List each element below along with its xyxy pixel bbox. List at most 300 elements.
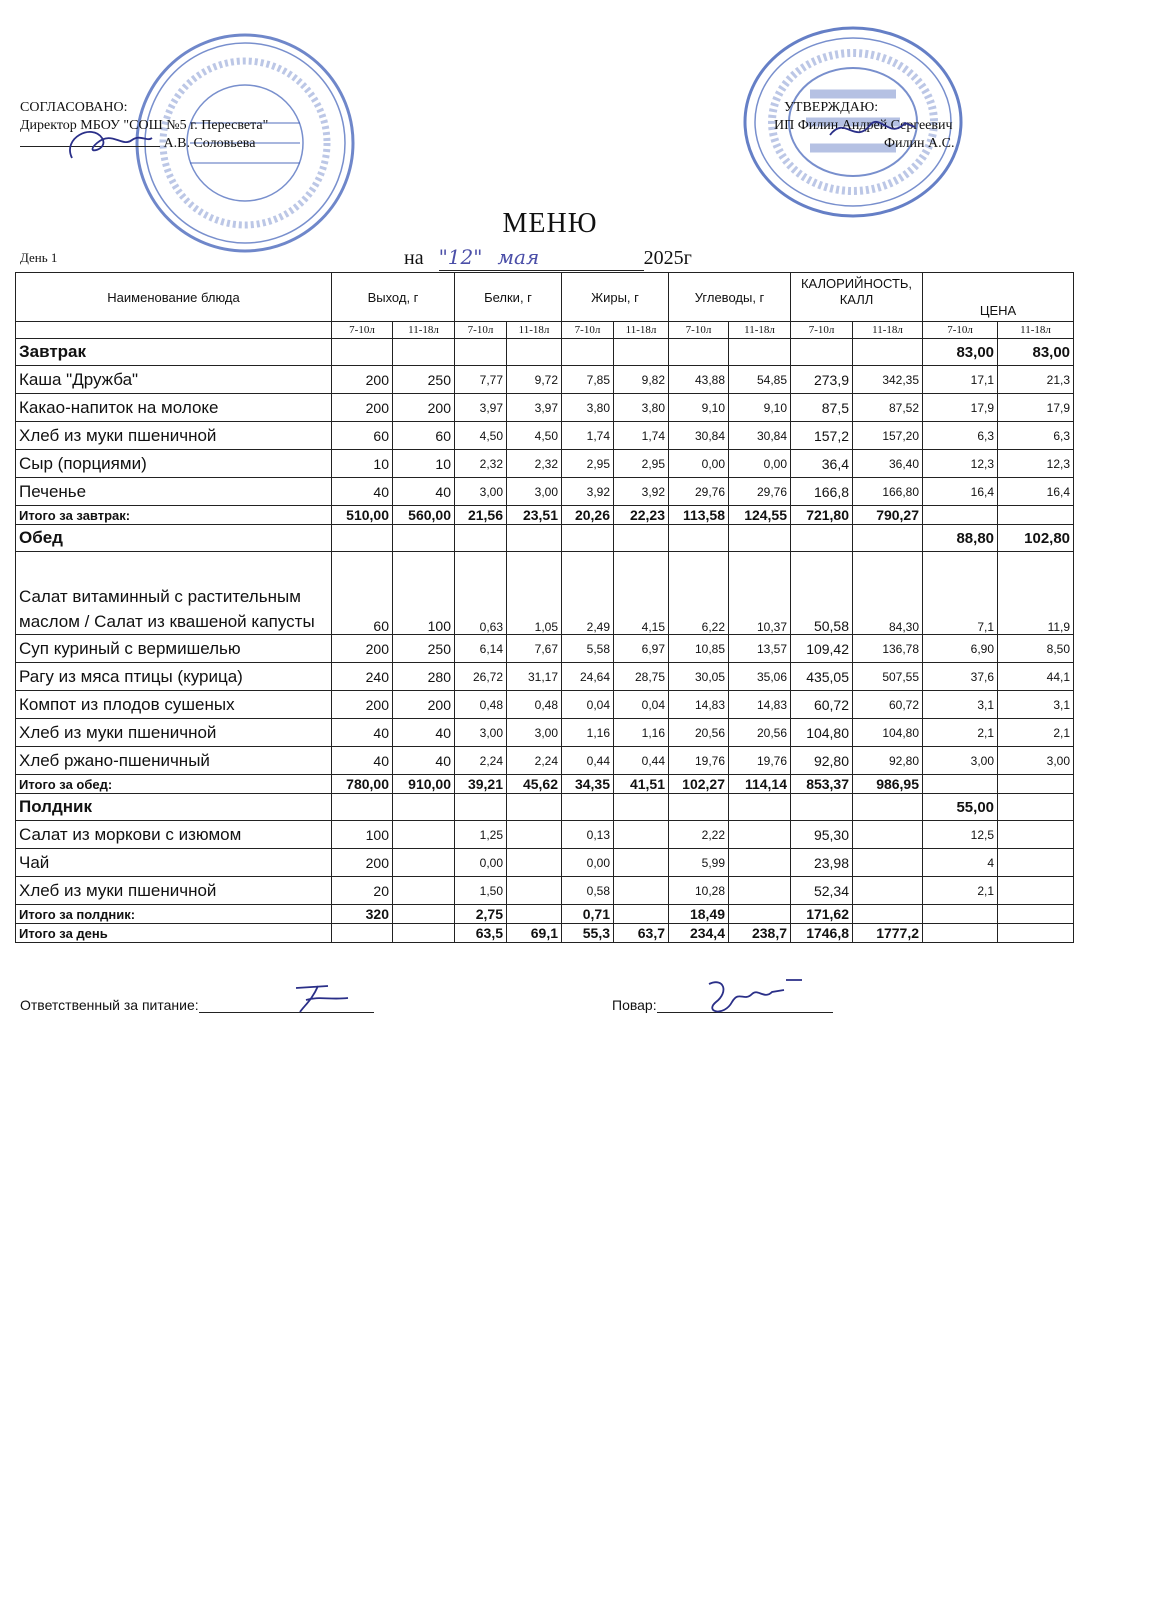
- table-cell: [853, 794, 923, 821]
- table-cell: 0,63: [455, 552, 507, 635]
- table-cell: [853, 849, 923, 877]
- table-cell: 43,88: [669, 366, 729, 394]
- table-row: [16, 663, 1074, 691]
- total-row: [16, 905, 1074, 924]
- table-cell: 109,42: [791, 635, 853, 663]
- table-cell: [562, 794, 614, 821]
- table-cell: [853, 339, 923, 366]
- table-cell: 83,00: [923, 339, 998, 366]
- table-cell: 3,00: [455, 478, 507, 506]
- table-cell: [923, 775, 998, 794]
- table-cell: [393, 821, 455, 849]
- table-cell: 0,04: [562, 691, 614, 719]
- table-cell: [562, 525, 614, 552]
- table-cell: 102,80: [998, 525, 1074, 552]
- table-cell: 0,13: [562, 821, 614, 849]
- table-cell: 3,00: [507, 478, 562, 506]
- table-cell: 20,26: [562, 506, 614, 525]
- table-cell: 3,00: [998, 747, 1074, 775]
- table-cell: [507, 525, 562, 552]
- dish-name: Чай: [16, 849, 332, 877]
- table-cell: 88,80: [923, 525, 998, 552]
- table-cell: 166,80: [853, 478, 923, 506]
- table-cell: 9,82: [614, 366, 669, 394]
- table-cell: 1746,8: [791, 924, 853, 943]
- table-cell: 19,76: [669, 747, 729, 775]
- table-cell: 5,99: [669, 849, 729, 877]
- section-row: [16, 794, 1074, 821]
- table-cell: 40: [332, 478, 393, 506]
- table-cell: 560,00: [393, 506, 455, 525]
- table-cell: 104,80: [791, 719, 853, 747]
- table-cell: [729, 849, 791, 877]
- table-cell: 55,3: [562, 924, 614, 943]
- approval-right-label: УТВЕРЖДАЮ:: [784, 100, 879, 115]
- table-row: [16, 821, 1074, 849]
- page-title: МЕНЮ: [502, 208, 598, 239]
- table-cell: 92,80: [791, 747, 853, 775]
- table-cell: 507,55: [853, 663, 923, 691]
- table-cell: [998, 924, 1074, 943]
- dish-name: Хлеб из муки пшеничной: [16, 719, 332, 747]
- table-cell: 3,80: [614, 394, 669, 422]
- table-cell: 6,97: [614, 635, 669, 663]
- table-cell: [998, 821, 1074, 849]
- table-cell: 36,40: [853, 450, 923, 478]
- table-cell: 52,34: [791, 877, 853, 905]
- table-cell: 29,76: [729, 478, 791, 506]
- table-cell: 37,6: [923, 663, 998, 691]
- section-name: Завтрак: [16, 339, 332, 366]
- table-cell: 102,27: [669, 775, 729, 794]
- total-row: [16, 924, 1074, 943]
- section-name: Обед: [16, 525, 332, 552]
- subheader-age: 7-10л: [455, 322, 507, 339]
- table-row: [16, 422, 1074, 450]
- table-cell: 104,80: [853, 719, 923, 747]
- table-cell: 166,8: [791, 478, 853, 506]
- table-cell: 200: [332, 691, 393, 719]
- table-cell: 17,1: [923, 366, 998, 394]
- table-cell: 45,62: [507, 775, 562, 794]
- subheader-empty: [16, 322, 332, 339]
- table-cell: 0,58: [562, 877, 614, 905]
- section-row: [16, 339, 1074, 366]
- table-cell: 1,25: [455, 821, 507, 849]
- table-cell: 16,4: [998, 478, 1074, 506]
- table-row: [16, 877, 1074, 905]
- table-row: [16, 450, 1074, 478]
- header-fat: Жиры, г: [562, 273, 669, 322]
- table-cell: 4: [923, 849, 998, 877]
- table-cell: 21,56: [455, 506, 507, 525]
- table-row: [16, 394, 1074, 422]
- subheader-age: 11-18л: [393, 322, 455, 339]
- table-cell: 342,35: [853, 366, 923, 394]
- subheader-age: 7-10л: [791, 322, 853, 339]
- table-cell: 50,58: [791, 552, 853, 635]
- table-row: [16, 691, 1074, 719]
- total-label: Итого за обед:: [16, 775, 332, 794]
- table-cell: 17,9: [923, 394, 998, 422]
- table-cell: 157,20: [853, 422, 923, 450]
- table-cell: 55,00: [923, 794, 998, 821]
- table-cell: 40: [332, 719, 393, 747]
- table-cell: 136,78: [853, 635, 923, 663]
- table-cell: 63,7: [614, 924, 669, 943]
- table-cell: 240: [332, 663, 393, 691]
- table-cell: 200: [332, 635, 393, 663]
- table-cell: 2,32: [455, 450, 507, 478]
- table-cell: [998, 775, 1074, 794]
- table-cell: 6,3: [923, 422, 998, 450]
- header-dish: Наименование блюда: [16, 273, 332, 322]
- table-cell: [853, 525, 923, 552]
- table-cell: 20,56: [729, 719, 791, 747]
- table-cell: 100: [393, 552, 455, 635]
- table-cell: [614, 821, 669, 849]
- table-cell: 273,9: [791, 366, 853, 394]
- table-cell: 2,1: [923, 719, 998, 747]
- table-cell: 21,3: [998, 366, 1074, 394]
- section-row: [16, 525, 1074, 552]
- table-row: [16, 366, 1074, 394]
- table-cell: 0,48: [507, 691, 562, 719]
- table-cell: 2,95: [562, 450, 614, 478]
- table-cell: 7,67: [507, 635, 562, 663]
- table-cell: 200: [332, 366, 393, 394]
- table-cell: 29,76: [669, 478, 729, 506]
- table-cell: 63,5: [455, 924, 507, 943]
- table-cell: [998, 794, 1074, 821]
- table-cell: 17,9: [998, 394, 1074, 422]
- table-cell: [393, 877, 455, 905]
- subheader-age: 11-18л: [507, 322, 562, 339]
- table-cell: 30,84: [729, 422, 791, 450]
- dish-name: Суп куриный с вермишелью: [16, 635, 332, 663]
- table-cell: [507, 794, 562, 821]
- dish-name: Компот из плодов сушеных: [16, 691, 332, 719]
- table-cell: 2,95: [614, 450, 669, 478]
- date-line: [404, 245, 692, 271]
- table-cell: [332, 525, 393, 552]
- date-month: мая: [497, 245, 540, 269]
- table-cell: 0,04: [614, 691, 669, 719]
- table-cell: 853,37: [791, 775, 853, 794]
- table-cell: 3,1: [923, 691, 998, 719]
- subheader-age: 11-18л: [614, 322, 669, 339]
- table-cell: [853, 821, 923, 849]
- table-cell: 280: [393, 663, 455, 691]
- table-row: [16, 849, 1074, 877]
- table-cell: 3,92: [614, 478, 669, 506]
- table-cell: 87,52: [853, 394, 923, 422]
- table-cell: 87,5: [791, 394, 853, 422]
- table-cell: 18,49: [669, 905, 729, 924]
- dish-name: Сыр (порциями): [16, 450, 332, 478]
- table-cell: 2,32: [507, 450, 562, 478]
- table-cell: 3,80: [562, 394, 614, 422]
- table-cell: 250: [393, 635, 455, 663]
- table-cell: 23,51: [507, 506, 562, 525]
- header-price: ЦЕНА: [923, 273, 1074, 322]
- table-cell: 6,14: [455, 635, 507, 663]
- total-row: [16, 775, 1074, 794]
- table-cell: 10,37: [729, 552, 791, 635]
- dish-name: Какао-напиток на молоке: [16, 394, 332, 422]
- table-cell: 0,00: [729, 450, 791, 478]
- subheader-age: 7-10л: [332, 322, 393, 339]
- table-cell: 721,80: [791, 506, 853, 525]
- table-cell: [998, 905, 1074, 924]
- subheader-age: 11-18л: [853, 322, 923, 339]
- table-cell: 3,97: [507, 394, 562, 422]
- table-cell: 3,92: [562, 478, 614, 506]
- table-cell: 2,1: [923, 877, 998, 905]
- table-cell: 60: [393, 422, 455, 450]
- responsible-label: Ответственный за питание:: [20, 997, 199, 1013]
- approval-right-name: Филин А.С.: [884, 136, 955, 151]
- table-cell: 114,14: [729, 775, 791, 794]
- cook-signature: [612, 997, 833, 1013]
- table-cell: 238,7: [729, 924, 791, 943]
- approval-right: [774, 99, 954, 153]
- table-cell: 12,3: [923, 450, 998, 478]
- table-cell: [853, 877, 923, 905]
- table-cell: 986,95: [853, 775, 923, 794]
- table-row: [16, 478, 1074, 506]
- total-row: [16, 506, 1074, 525]
- table-cell: 3,00: [455, 719, 507, 747]
- table-cell: 780,00: [332, 775, 393, 794]
- table-cell: [393, 339, 455, 366]
- table-cell: 16,4: [923, 478, 998, 506]
- table-cell: [729, 821, 791, 849]
- table-cell: 2,24: [507, 747, 562, 775]
- table-cell: 36,4: [791, 450, 853, 478]
- table-cell: [614, 339, 669, 366]
- subheader-age: 11-18л: [729, 322, 791, 339]
- table-cell: 4,15: [614, 552, 669, 635]
- header-carbs: Углеводы, г: [669, 273, 791, 322]
- table-cell: 234,4: [669, 924, 729, 943]
- table-cell: [791, 794, 853, 821]
- table-cell: 2,1: [998, 719, 1074, 747]
- table-cell: [729, 794, 791, 821]
- table-cell: 12,5: [923, 821, 998, 849]
- table-cell: [614, 905, 669, 924]
- dish-name: Хлеб ржано-пшеничный: [16, 747, 332, 775]
- table-cell: 10: [332, 450, 393, 478]
- table-cell: 1,16: [562, 719, 614, 747]
- table-cell: [998, 506, 1074, 525]
- table-cell: 157,2: [791, 422, 853, 450]
- table-cell: 0,71: [562, 905, 614, 924]
- table-cell: 3,1: [998, 691, 1074, 719]
- table-cell: 10,28: [669, 877, 729, 905]
- table-cell: 34,35: [562, 775, 614, 794]
- table-row: [16, 747, 1074, 775]
- table-cell: [923, 506, 998, 525]
- table-cell: 9,10: [669, 394, 729, 422]
- table-cell: 26,72: [455, 663, 507, 691]
- table-cell: 40: [393, 478, 455, 506]
- table-cell: [614, 525, 669, 552]
- table-cell: 14,83: [669, 691, 729, 719]
- table-cell: [332, 794, 393, 821]
- table-cell: [614, 849, 669, 877]
- table-cell: 39,21: [455, 775, 507, 794]
- table-cell: 12,3: [998, 450, 1074, 478]
- table-cell: 790,27: [853, 506, 923, 525]
- section-name: Полдник: [16, 794, 332, 821]
- table-cell: 7,1: [923, 552, 998, 635]
- table-cell: 200: [393, 691, 455, 719]
- table-cell: 35,06: [729, 663, 791, 691]
- table-cell: [998, 849, 1074, 877]
- header-weight: Выход, г: [332, 273, 455, 322]
- table-row: [16, 719, 1074, 747]
- table-cell: [507, 339, 562, 366]
- table-cell: 124,55: [729, 506, 791, 525]
- table-cell: 23,98: [791, 849, 853, 877]
- table-cell: 0,48: [455, 691, 507, 719]
- dish-name: Салат витаминный с растительным маслом / Салат из квашеной капусты: [16, 552, 332, 635]
- table-cell: 40: [332, 747, 393, 775]
- table-cell: [507, 905, 562, 924]
- table-cell: 1,74: [562, 422, 614, 450]
- subheader-age: 7-10л: [923, 322, 998, 339]
- table-cell: 3,97: [455, 394, 507, 422]
- table-cell: 40: [393, 719, 455, 747]
- table-cell: 92,80: [853, 747, 923, 775]
- table-cell: [669, 339, 729, 366]
- table-cell: [332, 339, 393, 366]
- table-cell: 6,22: [669, 552, 729, 635]
- table-cell: [393, 924, 455, 943]
- table-cell: 84,30: [853, 552, 923, 635]
- dish-name: Рагу из мяса птицы (курица): [16, 663, 332, 691]
- table-cell: 0,00: [669, 450, 729, 478]
- day-label: День 1: [20, 250, 58, 265]
- approval-left-label: СОГЛАСОВАНО:: [20, 100, 128, 115]
- table-cell: 95,30: [791, 821, 853, 849]
- table-cell: [998, 877, 1074, 905]
- approval-right-position: ИП Филин Андрей Сергеевич: [774, 118, 953, 133]
- table-cell: [393, 849, 455, 877]
- table-cell: 2,49: [562, 552, 614, 635]
- dish-name: Салат из моркови с изюмом: [16, 821, 332, 849]
- table-cell: 113,58: [669, 506, 729, 525]
- table-cell: 6,3: [998, 422, 1074, 450]
- table-cell: [729, 877, 791, 905]
- table-cell: 4,50: [455, 422, 507, 450]
- date-prefix: на: [404, 247, 424, 269]
- table-cell: [455, 339, 507, 366]
- table-cell: 19,76: [729, 747, 791, 775]
- table-cell: 40: [393, 747, 455, 775]
- table-cell: 250: [393, 366, 455, 394]
- table-cell: [791, 525, 853, 552]
- table-cell: 320: [332, 905, 393, 924]
- table-cell: 1777,2: [853, 924, 923, 943]
- table-cell: 7,85: [562, 366, 614, 394]
- table-cell: 910,00: [393, 775, 455, 794]
- table-cell: 13,57: [729, 635, 791, 663]
- table-cell: 0,00: [562, 849, 614, 877]
- table-cell: 200: [393, 394, 455, 422]
- table-cell: 14,83: [729, 691, 791, 719]
- table-cell: [669, 794, 729, 821]
- table-cell: [507, 849, 562, 877]
- table-cell: 1,50: [455, 877, 507, 905]
- table-cell: 510,00: [332, 506, 393, 525]
- dish-name: Хлеб из муки пшеничной: [16, 422, 332, 450]
- table-cell: [791, 339, 853, 366]
- table-cell: 2,75: [455, 905, 507, 924]
- table-cell: 8,50: [998, 635, 1074, 663]
- cook-label: Повар:: [612, 997, 657, 1013]
- subheader-age: 11-18л: [998, 322, 1074, 339]
- table-cell: [923, 905, 998, 924]
- date-year: 2025г: [643, 247, 692, 269]
- table-cell: 2,22: [669, 821, 729, 849]
- table-cell: 28,75: [614, 663, 669, 691]
- table-subheader-row: [16, 322, 1074, 339]
- header-calories: КАЛОРИЙНОСТЬ, КАЛЛ: [791, 273, 923, 322]
- table-cell: 31,17: [507, 663, 562, 691]
- header-protein: Белки, г: [455, 273, 562, 322]
- table-cell: 22,23: [614, 506, 669, 525]
- table-cell: 44,1: [998, 663, 1074, 691]
- signature-line: [20, 146, 160, 147]
- table-cell: [393, 794, 455, 821]
- total-label: Итого за день: [16, 924, 332, 943]
- dish-name: Хлеб из муки пшеничной: [16, 877, 332, 905]
- table-cell: 0,00: [455, 849, 507, 877]
- date-day: "12": [438, 245, 483, 269]
- table-cell: 0,44: [562, 747, 614, 775]
- table-cell: 24,64: [562, 663, 614, 691]
- table-cell: [393, 905, 455, 924]
- table-cell: [729, 339, 791, 366]
- table-cell: 1,74: [614, 422, 669, 450]
- table-cell: 41,51: [614, 775, 669, 794]
- table-cell: 1,16: [614, 719, 669, 747]
- table-cell: 54,85: [729, 366, 791, 394]
- table-cell: 69,1: [507, 924, 562, 943]
- dish-name: Печенье: [16, 478, 332, 506]
- table-cell: 20: [332, 877, 393, 905]
- table-cell: 435,05: [791, 663, 853, 691]
- table-cell: 10: [393, 450, 455, 478]
- subheader-age: 7-10л: [562, 322, 614, 339]
- approval-left: [20, 99, 268, 153]
- menu-table: [15, 272, 1074, 943]
- table-cell: 60,72: [853, 691, 923, 719]
- table-cell: 2,24: [455, 747, 507, 775]
- table-header-row: [16, 273, 1074, 322]
- table-cell: [507, 877, 562, 905]
- table-cell: [614, 794, 669, 821]
- table-cell: [669, 525, 729, 552]
- table-cell: 6,90: [923, 635, 998, 663]
- responsible-signature: [20, 997, 374, 1013]
- dish-name: Каша "Дружба": [16, 366, 332, 394]
- table-cell: [332, 924, 393, 943]
- table-cell: [614, 877, 669, 905]
- total-label: Итого за завтрак:: [16, 506, 332, 525]
